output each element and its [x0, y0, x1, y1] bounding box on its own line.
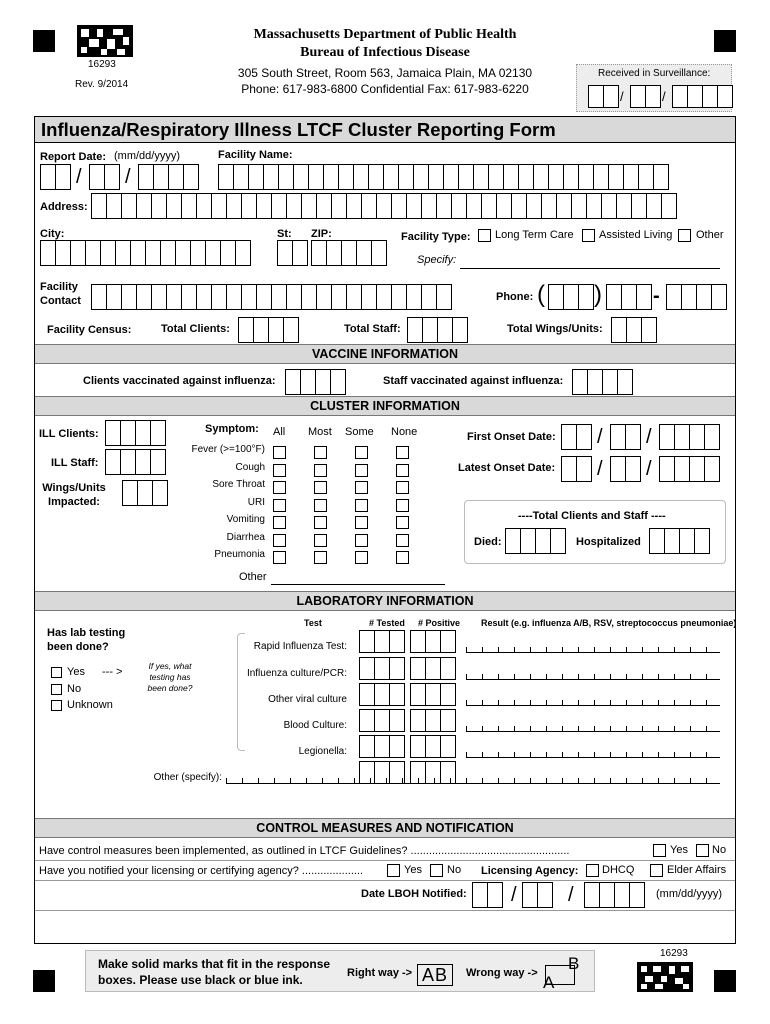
- lab-test-label: Influenza culture/PCR:: [246, 668, 347, 679]
- slash: /: [646, 458, 652, 480]
- hospitalized-label: Hospitalized: [576, 536, 641, 548]
- latest-onset-day[interactable]: [610, 456, 640, 482]
- lab-test-label: Blood Culture:: [283, 720, 347, 731]
- facility-name-label: Facility Name:: [218, 149, 293, 161]
- control-section-heading: CONTROL MEASURES AND NOTIFICATION: [35, 818, 735, 838]
- control-q2: Have you notified your licensing or certifying agency? ....................: [39, 865, 364, 877]
- registration-mark-bottom-right: [714, 970, 736, 992]
- lab-result-line[interactable]: [226, 767, 720, 784]
- symptom-checkbox-none[interactable]: [396, 516, 409, 529]
- total-clients-label: Total Clients:: [161, 323, 230, 335]
- facility-contact-label: Facility Contact: [40, 281, 81, 307]
- report-date-format: (mm/dd/yyyy): [114, 150, 180, 162]
- wings-impacted-label: Wings/Units Impacted:: [42, 482, 106, 508]
- lab-no-checkbox[interactable]: [51, 684, 62, 695]
- lab-result-line[interactable]: [466, 741, 720, 758]
- symptom-checkbox-some[interactable]: [355, 481, 368, 494]
- type-long-term-care-checkbox[interactable]: [478, 229, 491, 242]
- q1-no-checkbox[interactable]: [696, 844, 709, 857]
- total-wings-label: Total Wings/Units:: [507, 323, 603, 335]
- lab-result-line[interactable]: [466, 689, 720, 706]
- lab-positive-input[interactable]: [410, 735, 455, 758]
- ill-staff-label: ILL Staff:: [51, 457, 99, 469]
- form-title: Influenza/Respiratory Illness LTCF Cluster Reporting Form: [35, 117, 735, 143]
- col-some: Some: [345, 426, 374, 438]
- symptom-checkbox-some[interactable]: [355, 534, 368, 547]
- city-label: City:: [40, 228, 65, 240]
- q1-yes-checkbox[interactable]: [653, 844, 666, 857]
- divider: [35, 910, 735, 911]
- symptom-checkbox-none[interactable]: [396, 446, 409, 459]
- total-clients-input[interactable]: [238, 317, 298, 343]
- symptom-label: Pneumonia: [214, 549, 265, 560]
- dept-address: 305 South Street, Room 563, Jamaica Plain, MA 02130: [237, 66, 533, 80]
- slash: /: [620, 89, 624, 104]
- q2-no-checkbox[interactable]: [430, 864, 443, 877]
- col-all: All: [273, 426, 286, 438]
- type-assisted-living-checkbox[interactable]: [582, 229, 595, 242]
- latest-onset-month[interactable]: [561, 456, 591, 482]
- lab-tested-input[interactable]: [359, 657, 404, 680]
- phone-prefix[interactable]: [606, 284, 651, 310]
- vaccine-section-heading: VACCINE INFORMATION: [35, 344, 735, 364]
- lboh-format: (mm/dd/yyyy): [656, 888, 722, 900]
- symptom-checkbox-most[interactable]: [314, 446, 327, 459]
- facility-name-input[interactable]: [218, 164, 668, 190]
- symptom-checkbox-some[interactable]: [355, 516, 368, 529]
- lab-positive-input[interactable]: [410, 630, 455, 653]
- bureau-name: Bureau of Infectious Disease: [300, 45, 470, 60]
- lab-col-tested: # Tested: [369, 618, 405, 628]
- lab-bracket: [237, 633, 245, 751]
- symptom-checkbox-all[interactable]: [273, 464, 286, 477]
- report-date-year[interactable]: [138, 164, 198, 190]
- ill-clients-label: ILL Clients:: [39, 428, 99, 440]
- symptom-checkbox-some[interactable]: [355, 446, 368, 459]
- symptom-label: Fever (>=100°F): [191, 444, 265, 455]
- col-most: Most: [308, 426, 332, 438]
- slash: /: [511, 884, 517, 906]
- lboh-label: Date LBOH Notified:: [361, 888, 467, 900]
- lab-yes-label: Yes: [67, 666, 85, 678]
- census-label: Facility Census:: [47, 324, 132, 336]
- symptom-checkbox-some[interactable]: [355, 464, 368, 477]
- phone-dash: -: [653, 285, 660, 307]
- type-other-checkbox[interactable]: [678, 229, 691, 242]
- staff-vaccinated-input[interactable]: [572, 369, 632, 395]
- divider: [35, 860, 735, 861]
- specify-line[interactable]: [460, 254, 720, 269]
- total-wings-input[interactable]: [611, 317, 656, 343]
- form-id: 16293: [88, 59, 116, 70]
- lboh-year[interactable]: [584, 882, 644, 908]
- received-year[interactable]: [672, 85, 732, 108]
- barcode-bottom: [637, 962, 693, 992]
- lab-no-label: No: [67, 683, 82, 695]
- symptom-label: URI: [247, 496, 265, 508]
- licensing-agency-label: Licensing Agency:: [481, 865, 579, 877]
- q2-yes-checkbox[interactable]: [387, 864, 400, 877]
- lab-tested-input[interactable]: [359, 683, 404, 706]
- staff-vaccinated-label: Staff vaccinated against influenza:: [383, 375, 564, 387]
- slash: /: [568, 884, 574, 906]
- symptom-label: Diarrhea: [226, 531, 265, 543]
- zip-label: ZIP:: [311, 228, 332, 240]
- symptom-checkbox-most[interactable]: [314, 551, 327, 564]
- lab-col-positive: # Positive: [418, 618, 461, 628]
- report-date-month[interactable]: [40, 164, 70, 190]
- symptom-checkbox-some[interactable]: [355, 551, 368, 564]
- footer-form-id: 16293: [660, 948, 688, 959]
- right-way-label: Right way ->: [347, 967, 413, 979]
- lab-positive-input[interactable]: [410, 657, 455, 680]
- wrong-way-label: Wrong way ->: [466, 967, 538, 979]
- lab-positive-input[interactable]: [410, 683, 455, 706]
- received-day[interactable]: [630, 85, 660, 108]
- symptom-checkbox-none[interactable]: [396, 464, 409, 477]
- q1-yes-label: Yes: [670, 844, 688, 856]
- registration-mark-top-left: [33, 30, 55, 52]
- lab-test-label: Other viral culture: [268, 694, 347, 705]
- lab-positive-input[interactable]: [410, 709, 455, 732]
- latest-onset-label: Latest Onset Date:: [458, 462, 556, 474]
- lab-tested-input[interactable]: [359, 630, 404, 653]
- wrong-way-a: A: [543, 973, 555, 992]
- agency-dhcq-checkbox[interactable]: [586, 864, 599, 877]
- lab-result-line[interactable]: [466, 715, 720, 732]
- first-onset-year[interactable]: [659, 424, 719, 450]
- col-none: None: [391, 426, 418, 438]
- address-input[interactable]: [91, 193, 676, 219]
- totals-heading: ----Total Clients and Staff ----: [518, 510, 666, 522]
- lab-col-test: Test: [304, 618, 322, 628]
- lab-unknown-checkbox[interactable]: [51, 700, 62, 711]
- lab-test-label: Legionella:: [298, 746, 347, 757]
- facility-type-label: Facility Type:: [401, 231, 471, 243]
- lab-tested-input[interactable]: [359, 709, 404, 732]
- latest-onset-year[interactable]: [659, 456, 719, 482]
- symptom-label: Sore Throat: [212, 479, 265, 490]
- ill-clients-input[interactable]: [105, 420, 165, 446]
- state-label: St:: [277, 228, 292, 240]
- symptom-label: Symptom:: [205, 423, 259, 435]
- divider: [35, 880, 735, 881]
- symptom-label: Vomiting: [226, 514, 265, 525]
- clients-vaccinated-input[interactable]: [285, 369, 345, 395]
- lab-tested-input[interactable]: [359, 735, 404, 758]
- lab-yes-checkbox[interactable]: [51, 667, 62, 678]
- symptom-checkbox-most[interactable]: [314, 481, 327, 494]
- report-date-label: Report Date:: [40, 151, 107, 163]
- slash: /: [597, 426, 603, 448]
- specify-label: Specify:: [417, 254, 457, 266]
- report-date-day[interactable]: [89, 164, 119, 190]
- symptom-checkbox-none[interactable]: [396, 551, 409, 564]
- lboh-month[interactable]: [472, 882, 502, 908]
- slash: /: [597, 458, 603, 480]
- first-onset-label: First Onset Date:: [467, 431, 556, 443]
- symptom-checkbox-all[interactable]: [273, 516, 286, 529]
- registration-mark-top-right: [714, 30, 736, 52]
- lab-note: If yes, what testing has been done?: [147, 661, 193, 693]
- symptom-checkbox-none[interactable]: [396, 481, 409, 494]
- address-label: Address:: [40, 201, 88, 213]
- lab-test-label: Rapid Influenza Test:: [253, 641, 347, 652]
- cluster-section-heading: CLUSTER INFORMATION: [35, 396, 735, 416]
- registration-mark-bottom-left: [33, 970, 55, 992]
- control-q1: Have control measures been implemented, as outlined in LTCF Guidelines? ....................................................: [39, 845, 570, 857]
- lab-result-line[interactable]: [466, 663, 720, 680]
- symptom-checkbox-all[interactable]: [273, 481, 286, 494]
- lab-arrow: --- >: [102, 666, 123, 678]
- died-input[interactable]: [505, 528, 565, 554]
- lab-test-label: Other (specify):: [153, 772, 222, 783]
- department-name: Massachusetts Department of Public Health: [253, 27, 517, 42]
- city-input[interactable]: [40, 240, 250, 266]
- lab-unknown-label: Unknown: [67, 699, 113, 711]
- symptom-checkbox-most[interactable]: [314, 464, 327, 477]
- symptom-checkbox-none[interactable]: [396, 499, 409, 512]
- lab-section-heading: LABORATORY INFORMATION: [35, 591, 735, 611]
- hospitalized-input[interactable]: [649, 528, 709, 554]
- died-label: Died:: [474, 536, 502, 548]
- q2-no-label: No: [447, 864, 462, 876]
- lab-result-line[interactable]: [466, 636, 720, 653]
- slash: /: [662, 89, 666, 104]
- symptom-checkbox-most[interactable]: [314, 499, 327, 512]
- symptom-label: Cough: [235, 461, 265, 473]
- received-month[interactable]: [588, 85, 618, 108]
- agency-elder-label: Elder Affairs: [667, 864, 727, 876]
- symptom-checkbox-all[interactable]: [273, 534, 286, 547]
- wrong-way-b: B: [568, 954, 580, 973]
- type-assisted-living-label: Assisted Living: [599, 229, 673, 241]
- total-staff-input[interactable]: [407, 317, 467, 343]
- state-input[interactable]: [277, 240, 307, 266]
- symptom-checkbox-some[interactable]: [355, 499, 368, 512]
- clients-vaccinated-label: Clients vaccinated against influenza:: [83, 375, 276, 387]
- symptom-checkbox-all[interactable]: [273, 551, 286, 564]
- phone-line[interactable]: [666, 284, 726, 310]
- symptom-checkbox-all[interactable]: [273, 446, 286, 459]
- slash: /: [646, 426, 652, 448]
- type-other-label: Other: [696, 229, 724, 241]
- revision: Rev. 9/2014: [75, 79, 129, 90]
- wings-impacted-input[interactable]: [122, 480, 167, 506]
- facility-contact-input[interactable]: [91, 284, 451, 310]
- symptom-checkbox-most[interactable]: [314, 516, 327, 529]
- right-way-sample: AB: [417, 964, 453, 986]
- barcode-top: [77, 25, 133, 57]
- first-onset-day[interactable]: [610, 424, 640, 450]
- symptom-checkbox-all[interactable]: [273, 499, 286, 512]
- first-onset-month[interactable]: [561, 424, 591, 450]
- other-symptom-line[interactable]: [271, 571, 445, 585]
- lab-question: Has lab testing been done?: [47, 627, 126, 653]
- other-symptom-label: Other: [239, 571, 267, 583]
- lab-col-result: Result (e.g. influenza A/B, RSV, streptococcus pneumoniae): [481, 618, 737, 628]
- type-long-term-care-label: Long Term Care: [495, 229, 574, 241]
- agency-elder-checkbox[interactable]: [650, 864, 663, 877]
- symptom-checkbox-none[interactable]: [396, 534, 409, 547]
- instruction-text: Make solid marks that fit in the response boxes. Please use black or blue ink.: [98, 957, 331, 987]
- total-staff-label: Total Staff:: [344, 323, 401, 335]
- q2-yes-label: Yes: [404, 864, 422, 876]
- slash: /: [76, 166, 82, 188]
- dept-phone: Phone: 617-983-6800 Confidential Fax: 617-983-6220: [241, 82, 529, 96]
- agency-dhcq-label: DHCQ: [602, 864, 635, 876]
- symptom-checkbox-most[interactable]: [314, 534, 327, 547]
- received-label: Received in Surveillance:: [598, 68, 711, 79]
- paren-open: (: [537, 281, 545, 308]
- ill-staff-input[interactable]: [105, 449, 165, 475]
- phone-area-code[interactable]: [548, 284, 593, 310]
- phone-label: Phone:: [496, 291, 534, 303]
- lboh-day[interactable]: [522, 882, 552, 908]
- q1-no-label: No: [712, 844, 727, 856]
- slash: /: [125, 166, 131, 188]
- zip-input[interactable]: [311, 240, 386, 266]
- paren-close: ): [594, 281, 602, 308]
